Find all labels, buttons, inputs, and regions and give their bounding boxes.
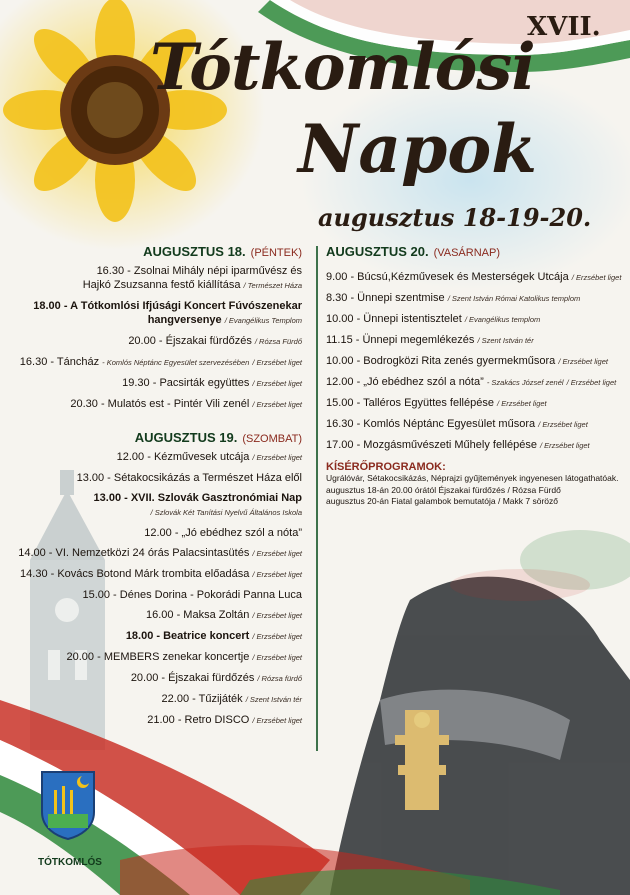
list-item: 16.00 - Maksa Zoltán / Erzsébet liget bbox=[145, 609, 302, 621]
list-item: 14.30 - Kovács Botond Márk trombita előadása / Erzsébet liget bbox=[20, 568, 302, 580]
town-logo-label: TÓTKOMLÓS bbox=[38, 857, 102, 868]
list-item: 22.00 - Tűzijáték / Szent István tér bbox=[161, 693, 302, 705]
list-item: 15.00 - Dénes Dorina - Pokorádi Panna Luca bbox=[82, 589, 302, 601]
list-item: 10.00 - Ünnepi istentisztelet / Evangélikus templom bbox=[326, 313, 541, 325]
list-item: 11.15 - Ünnepi megemlékezés / Szent István tér bbox=[326, 334, 534, 346]
saturday-weekday: (SZOMBAT) bbox=[242, 433, 302, 445]
right-column-program bbox=[326, 244, 626, 508]
list-item: 20.00 - Éjszakai fürdőzés / Rózsa fürdő bbox=[130, 672, 302, 684]
list-item: 12.00 - Kézművesek utcája / Erzsébet liget bbox=[116, 451, 302, 463]
list-item: / Szlovák Két Tanítási Nyelvű Általános Iskola bbox=[150, 508, 302, 517]
monument-icon bbox=[330, 577, 630, 895]
edition-number: XVII. bbox=[527, 12, 601, 42]
saturday-heading bbox=[0, 430, 306, 450]
friday-heading bbox=[0, 244, 306, 264]
side-program-line: Ugrálóvár, Sétakocsikázás, Néprajzi gyűjtemények ingyenesen látogathatóak. bbox=[326, 473, 619, 483]
list-item: 21.00 - Retro DISCO / Erzsébet liget bbox=[147, 714, 302, 726]
sunday-heading bbox=[326, 244, 626, 264]
list-item: 12.00 - „Jó ebédhez szól a nóta” - Szakács József zenél / Erzsébet liget bbox=[326, 376, 617, 388]
festival-dates: augusztus 18-19-20. bbox=[318, 203, 592, 232]
left-column-program bbox=[0, 244, 306, 728]
list-item: 12.00 - „Jó ebédhez szól a nóta” bbox=[144, 527, 302, 539]
list-item: 20.00 - MEMBERS zenekar koncertje / Erzsébet liget bbox=[66, 651, 302, 663]
list-item: 16.30 - Komlós Néptánc Egyesület műsora / Erzsébet liget bbox=[326, 418, 588, 430]
sunday-weekday: (VASÁRNAP) bbox=[433, 247, 500, 259]
list-item: 14.00 - VI. Nemzetközi 24 órás Palacsintasütés / Erzsébet liget bbox=[18, 547, 302, 559]
list-item: 20.30 - Mulatós est - Pintér Vili zenél / Erzsébet liget bbox=[70, 398, 302, 410]
friday-weekday: (PÉNTEK) bbox=[250, 247, 302, 259]
title-line-1: Tótkomlósi bbox=[150, 30, 535, 105]
side-program-line: augusztus 20-án Fiatal galambok bemutatója / Makk 7 söröző bbox=[326, 496, 558, 506]
column-divider bbox=[316, 246, 318, 751]
list-item: 19.30 - Pacsirták együttes / Erzsébet liget bbox=[122, 377, 302, 389]
list-item: 17.00 - Mozgásművészeti Műhely fellépése / Erzsébet liget bbox=[326, 439, 590, 451]
side-program-line: augusztus 18-án 20.00 órától Éjszakai fürdőzés / Rózsa Fürdő bbox=[326, 484, 561, 495]
list-item: hangversenye / Evangélikus Templom bbox=[147, 314, 302, 326]
list-item: 16.30 - Zsolnai Mihály népi iparművész és bbox=[96, 265, 302, 277]
poster-title-block bbox=[0, 0, 630, 235]
side-programs-heading: KÍSÉRŐPROGRAMOK: bbox=[326, 461, 446, 473]
list-item: 13.00 - Sétakocsikázás a Természet Háza elől bbox=[76, 472, 302, 484]
list-item: 13.00 - XVII. Szlovák Gasztronómiai Nap bbox=[93, 492, 302, 504]
title-line-2: Napok bbox=[298, 110, 537, 188]
list-item: 20.00 - Éjszakai fürdőzés / Rózsa Fürdő bbox=[128, 335, 302, 347]
saturday-date: AUGUSZTUS 19. bbox=[134, 430, 238, 445]
list-item: 15.00 - Talléros Együttes fellépése / Erzsébet liget bbox=[326, 397, 547, 409]
list-item: 16.30 - Táncház - Komlós Néptánc Egyesület szervezésében / Erzsébet liget bbox=[19, 356, 302, 368]
friday-date: AUGUSZTUS 18. bbox=[143, 244, 246, 259]
town-coat-of-arms-icon bbox=[40, 770, 96, 840]
list-item: 8.30 - Ünnepi szentmise / Szent István Római Katolikus templom bbox=[326, 292, 581, 304]
list-item: 18.00 - A Tótkomlósi Ifjúsági Koncert Fúvószenekar bbox=[33, 300, 302, 312]
list-item: 10.00 - Bodrogközi Rita zenés gyermekműsora / Erzsébet liget bbox=[326, 355, 608, 367]
list-item: 18.00 - Beatrice koncert / Erzsébet liget bbox=[125, 630, 302, 642]
list-item: 9.00 - Búcsú,Kézművesek és Mesterségek Utcája / Erzsébet liget bbox=[326, 271, 622, 283]
list-item: Hajkó Zsuzsanna festő kiállítása / Természet Háza bbox=[82, 279, 302, 291]
sunday-date: AUGUSZTUS 20. bbox=[326, 244, 429, 259]
